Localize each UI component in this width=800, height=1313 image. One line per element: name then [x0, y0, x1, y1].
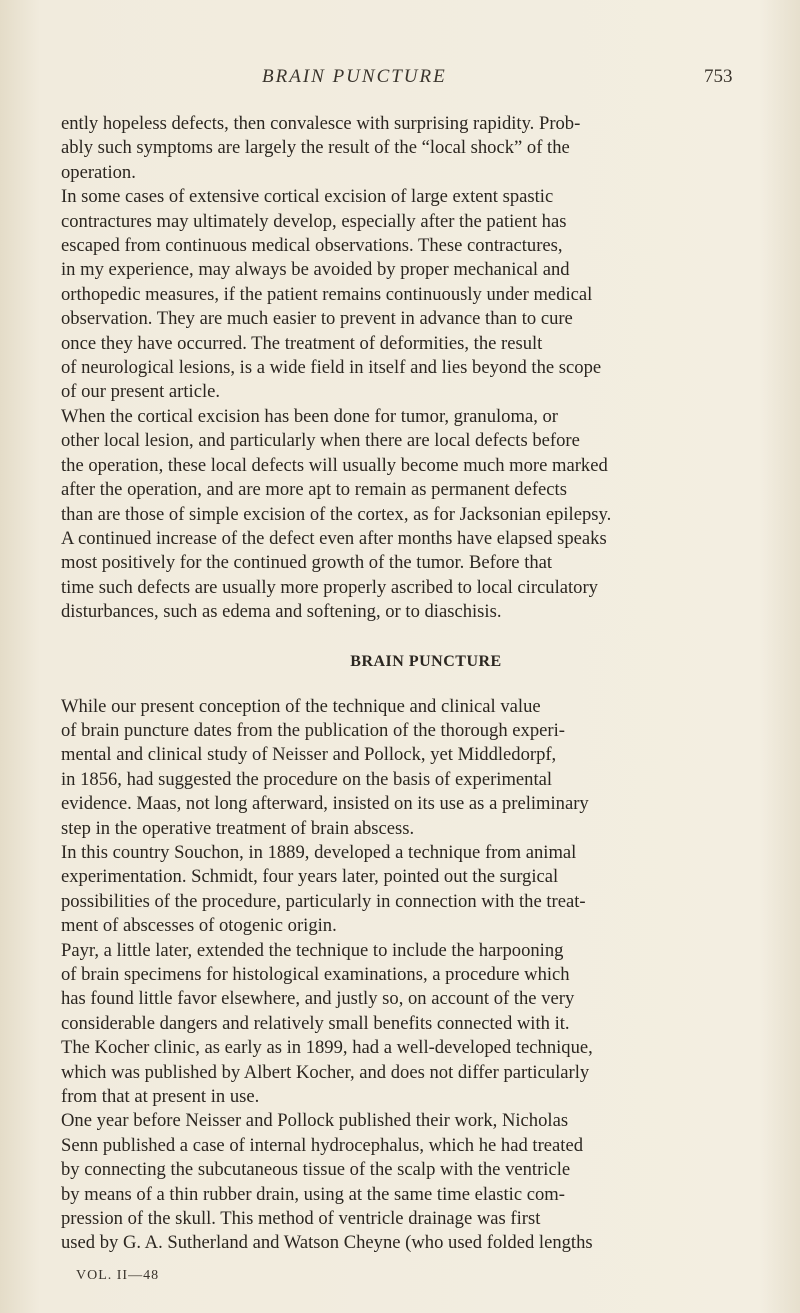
text-line: orthopedic measures, if the patient remains continuously under medical [61, 283, 593, 305]
text-line: pression of the skull. This method of ventricle drainage was first [61, 1208, 541, 1230]
paragraph [61, 695, 761, 841]
text-line: of our present article. [61, 381, 221, 403]
text-line: other local lesion, and particularly when there are local defects before [61, 430, 580, 452]
text-line: experimentation. Schmidt, four years later, pointed out the surgical [61, 866, 559, 888]
text-line: ably such symptoms are largely the result of the “local shock” of the [61, 137, 570, 159]
paragraph [61, 1036, 761, 1109]
text-line: has found little favor elsewhere, and justly so, on account of the very [61, 988, 575, 1010]
text-line: ently hopeless defects, then convalesce with surprising rapidity. Prob- [61, 113, 581, 134]
signature-mark: VOL. II—48 [76, 1268, 160, 1283]
text-line: A continued increase of the defect even after months have elapsed speaks [61, 527, 607, 549]
text-line: ment of abscesses of otogenic origin. [61, 915, 337, 937]
text-line: Senn published a case of internal hydrocephalus, which he had treated [61, 1134, 583, 1156]
text-line: used by G. A. Sutherland and Watson Cheyne (who used folded lengths [61, 1232, 593, 1254]
text-line: The Kocher clinic, as early as in 1899, had a well-developed technique, [61, 1037, 593, 1059]
paragraph [61, 1109, 761, 1255]
paragraph [61, 112, 761, 185]
text-line: once they have occurred. The treatment of deformities, the result [61, 332, 543, 354]
text-line: of brain specimens for histological examinations, a procedure which [61, 964, 570, 985]
paragraph [61, 841, 761, 939]
text-line: in my experience, may always be avoided by proper mechanical and [61, 259, 570, 281]
text-line: observation. They are much easier to prevent in advance than to cure [61, 308, 573, 330]
text-line: When the cortical excision has been done for tumor, granuloma, or [61, 405, 558, 427]
text-line: in 1856, had suggested the procedure on the basis of experimental [61, 768, 553, 790]
paragraph [61, 405, 761, 625]
text-line: most positively for the continued growth of the tumor. Before that [61, 552, 553, 574]
text-line: contractures may ultimately develop, especially after the patient has [61, 210, 567, 232]
text-line: possibilities of the procedure, particularly in connection with the treat- [61, 890, 586, 912]
text-line: time such defects are usually more properly ascribed to local circulatory [61, 576, 598, 598]
text-line: Payr, a little later, extended the technique to include the harpooning [61, 939, 564, 961]
text-line: One year before Neisser and Pollock published their work, Nicholas [61, 1110, 569, 1132]
text-line: operation. [61, 161, 136, 183]
text-line: than are those of simple excision of the cortex, as for Jacksonian epilepsy. [61, 503, 612, 525]
text-line: after the operation, and are more apt to remain as permanent defects [61, 479, 567, 501]
text-line: escaped from continuous medical observations. These contractures, [61, 235, 563, 257]
top-paragraphs [61, 112, 761, 625]
text-line: While our present conception of the technique and clinical value [61, 695, 541, 717]
paragraph [61, 185, 761, 405]
paragraph [61, 939, 761, 1037]
text-line: of neurological lesions, is a wide field in itself and lies beyond the scope [61, 357, 602, 379]
text-line: disturbances, such as edema and softening, or to diaschisis. [61, 601, 502, 623]
text-line: of brain puncture dates from the publication of the thorough experi- [61, 719, 565, 741]
text-line: by means of a thin rubber drain, using at the same time elastic com- [61, 1183, 565, 1205]
section-heading: BRAIN PUNCTURE [350, 652, 502, 670]
bottom-paragraphs [61, 695, 761, 1256]
text-line: evidence. Maas, not long afterward, insisted on its use as a preliminary [61, 793, 589, 815]
text-line: from that at present in use. [61, 1086, 260, 1108]
text-line: which was published by Albert Kocher, and does not differ particularly [61, 1061, 590, 1083]
running-head: BRAIN PUNCTURE [262, 66, 447, 87]
text-line: considerable dangers and relatively small benefits connected with it. [61, 1012, 570, 1034]
text-line: the operation, these local defects will usually become much more marked [61, 454, 608, 476]
text-line: In this country Souchon, in 1889, developed a technique from animal [61, 841, 577, 863]
text-line: mental and clinical study of Neisser and Pollock, yet Middledorpf, [61, 744, 557, 766]
text-line: step in the operative treatment of brain abscess. [61, 817, 415, 839]
body-text [61, 112, 761, 1256]
page-header [0, 66, 800, 96]
text-line: by connecting the subcutaneous tissue of the scalp with the ventricle [61, 1159, 571, 1181]
page-number: 753 [704, 66, 733, 87]
text-line: In some cases of extensive cortical excision of large extent spastic [61, 186, 554, 208]
